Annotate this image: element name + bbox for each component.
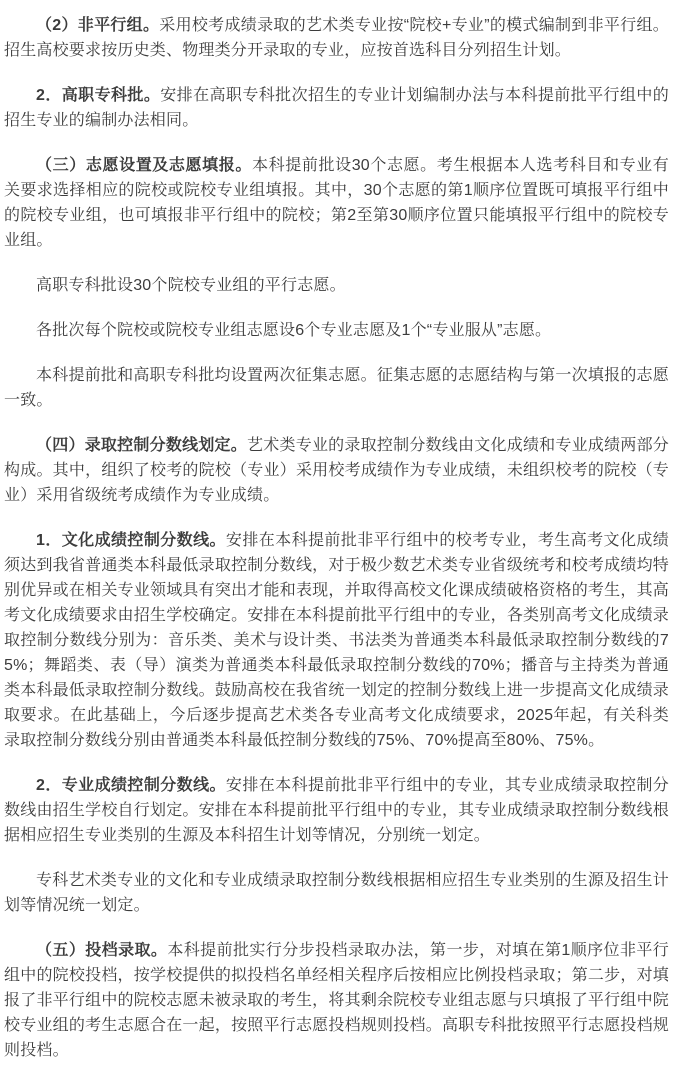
paragraph-lead-bold: 2．专业成绩控制分数线。 xyxy=(36,777,226,794)
paragraph-text: 安排在本科提前批非平行组中的专业，其专业成绩录取控制分数线由招生学校自行划定。安排在本科提前批平行组中的专业，其专业成绩录取控制分数线根据相应招生专业类别的生源及本科招生计划等情况，分别统一划定。 xyxy=(4,777,669,844)
paragraph xyxy=(4,13,669,63)
paragraph-text: 安排在高职专科批次招生的专业计划编制办法与本科提前批平行组中的招生专业的编制办法相同。 xyxy=(4,87,670,129)
paragraph-lead-bold: （四）录取控制分数线划定。 xyxy=(36,437,248,454)
paragraph xyxy=(4,83,669,133)
paragraph-lead-bold: 1．文化成绩控制分数线。 xyxy=(36,532,226,549)
paragraph-text: 专科艺术类专业的文化和专业成绩录取控制分数线根据相应招生专业类别的生源及招生计划等情况统一划定。 xyxy=(4,872,669,914)
paragraph xyxy=(4,868,669,918)
paragraph xyxy=(4,273,669,298)
paragraph-text: 采用校考成绩录取的艺术类专业按“院校+专业”的模式编制到非平行组。招生高校要求按历史类、物理类分开录取的专业，应按首选科目分列招生计划。 xyxy=(4,17,669,59)
paragraph xyxy=(4,433,669,508)
paragraph xyxy=(4,153,669,253)
paragraph-text: 本科提前批实行分步投档录取办法，第一步，对填在第1顺序位非平行组中的院校投档，按学校提供的拟投档名单经相关程序后按相应比例投档录取；第二步，对填报了非平行组中的院校志愿未被录取的考生，将其剩余院校专业组志愿与只填报了平行组中院校专业组的考生志愿合在一起，按照平行志愿投档规则投档。高职专科批按照平行志愿投档规则投档。 xyxy=(4,942,669,1059)
paragraph-lead-bold: 2．高职专科批。 xyxy=(36,87,161,104)
paragraph xyxy=(4,318,669,343)
paragraph-lead-bold: （2）非平行组。 xyxy=(36,17,160,34)
paragraph-text: 高职专科批设30个院校专业组的平行志愿。 xyxy=(36,277,346,294)
paragraph xyxy=(4,528,669,753)
paragraph xyxy=(4,938,669,1063)
paragraph-text: 本科提前批设30个志愿。考生根据本人选考科目和专业有关要求选择相应的院校或院校专业组填报。其中，30个志愿的第1顺序位置既可填报平行组中的院校专业组，也可填报非平行组中的院校；第2至第30顺序位置只能填报平行组中的院校专业组。 xyxy=(4,157,669,249)
paragraph-lead-bold: （三）志愿设置及志愿填报。 xyxy=(36,157,253,174)
paragraph-lead-bold: （五）投档录取。 xyxy=(36,942,168,959)
paragraph-text: 艺术类专业的录取控制分数线由文化成绩和专业成绩两部分构成。其中，组织了校考的院校（专业）采用校考成绩作为专业成绩，未组织校考的院校（专业）采用省级统考成绩作为专业成绩。 xyxy=(4,437,669,504)
paragraph-text: 安排在本科提前批非平行组中的校考专业，考生高考文化成绩须达到我省普通类本科最低录取控制分数线，对于极少数艺术类专业省级统考和校考成绩均特别优异或在相关专业领域具有突出才能和表现，并取得高校文化课成绩破格资格的考生，其高考文化成绩要求由招生学校确定。安排在本科提前批平行组中的专业，各类别高考文化成绩录取控制分数线分别为：音乐类、美术与设计类、书法类为普通类本科最低录取控制分数线的75%；舞蹈类、表（导）演类为普通类本科最低录取控制分数线的70%；播音与主持类为普通类本科最低录取控制分数线。鼓励高校在我省统一划定的控制分数线上进一步提高文化成绩录取要求。在此基础上，今后逐步提高艺术类各专业高考文化成绩要求，2025年起，有关科类录取控制分数线分别由普通类本科最低控制分数线的75%、70%提高至80%、75%。 xyxy=(4,532,669,749)
paragraph xyxy=(4,363,669,413)
paragraph xyxy=(4,773,669,848)
paragraph-text: 本科提前批和高职专科批均设置两次征集志愿。征集志愿的志愿结构与第一次填报的志愿一致。 xyxy=(4,367,669,409)
paragraph-text: 各批次每个院校或院校专业组志愿设6个专业志愿及1个“专业服从”志愿。 xyxy=(36,322,552,339)
